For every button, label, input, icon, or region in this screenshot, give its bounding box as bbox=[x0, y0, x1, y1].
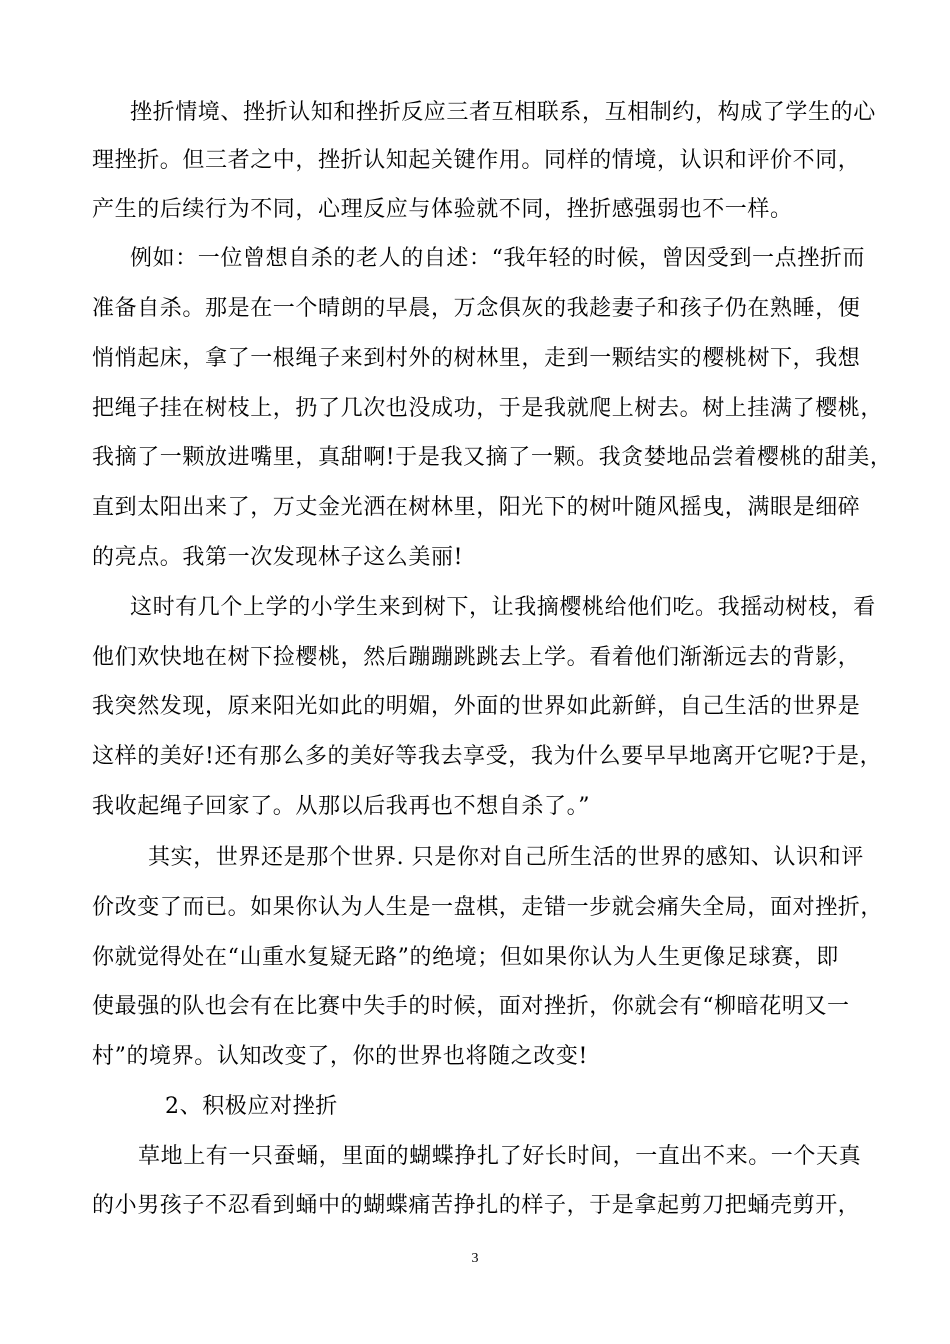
text-line: 把绳子挂在树枝上，扔了几次也没成功，于是我就爬上树去。树上挂满了樱桃， bbox=[92, 396, 884, 421]
text-line: 直到太阳出来了，万丈金光洒在树林里，阳光下的树叶随风摇曳，满眼是细碎 bbox=[92, 495, 861, 520]
text-line: 的亮点。我第一次发现林子这么美丽! bbox=[92, 545, 464, 570]
text-line: 这时有几个上学的小学生来到树下，让我摘樱桃给他们吃。我摇动树枝，看 bbox=[130, 595, 876, 620]
text-line: 理挫折。但三者之中，挫折认知起关键作用。同样的情境，认识和评价不同， bbox=[92, 148, 861, 173]
text-line: 这样的美好!还有那么多的美好等我去享受，我为什么要早早地离开它呢?于是， bbox=[92, 744, 883, 769]
text-line: 的小男孩子不忍看到蛹中的蝴蝶痛苦挣扎的样子，于是拿起剪刀把蛹壳剪开， bbox=[92, 1193, 861, 1218]
text-line: 准备自杀。那是在一个晴朗的早晨，万念俱灰的我趁妻子和孩子仍在熟睡，便 bbox=[92, 296, 861, 321]
text-line: 我摘了一颗放进嘴里，真甜啊!于是我又摘了一颗。我贪婪地品尝着樱桃的甜美， bbox=[92, 445, 893, 470]
text-line: 村”的境界。认知改变了，你的世界也将随之改变! bbox=[92, 1044, 588, 1069]
text-line: 你就觉得处在“山重水复疑无路”的绝境；但如果你认为人生更像足球赛，即 bbox=[92, 945, 839, 970]
text-line: 草地上有一只蚕蛹，里面的蝴蝶挣扎了好长时间，一直出不来。一个天真 bbox=[138, 1144, 862, 1169]
page-number: 3 bbox=[471, 1251, 479, 1266]
text-line: 价改变了而已。如果你认为人生是一盘棋，走错一步就会痛失全局，面对挫折， bbox=[92, 895, 884, 920]
text-line: 他们欢快地在树下捡樱桃，然后蹦蹦跳跳去上学。看着他们渐渐远去的背影， bbox=[92, 645, 861, 670]
text-line: 产生的后续行为不同，心理反应与体验就不同，挫折感强弱也不一样。 bbox=[92, 197, 793, 222]
text-line: 使最强的队也会有在比赛中失手的时候，面对挫折，你就会有“柳暗花明又一 bbox=[92, 994, 850, 1019]
text-line: 其实，世界还是那个世界. 只是你对自己所生活的世界的感知、认识和评 bbox=[148, 845, 864, 870]
text-line: 我收起绳子回家了。从那以后我再也不想自杀了。” bbox=[92, 794, 591, 819]
text-line: 例如：一位曾想自杀的老人的自述：“我年轻的时候，曾因受到一点挫折而 bbox=[130, 246, 866, 271]
section-heading: 2、积极应对挫折 bbox=[165, 1094, 338, 1119]
text-line: 挫折情境、挫折认知和挫折反应三者互相联系，互相制约，构成了学生的心 bbox=[130, 100, 876, 125]
text-line: 悄悄起床，拿了一根绳子来到村外的树林里，走到一颗结实的樱桃树下，我想 bbox=[92, 346, 861, 371]
text-line: 我突然发现，原来阳光如此的明媚，外面的世界如此新鲜，自己生活的世界是 bbox=[92, 694, 861, 719]
